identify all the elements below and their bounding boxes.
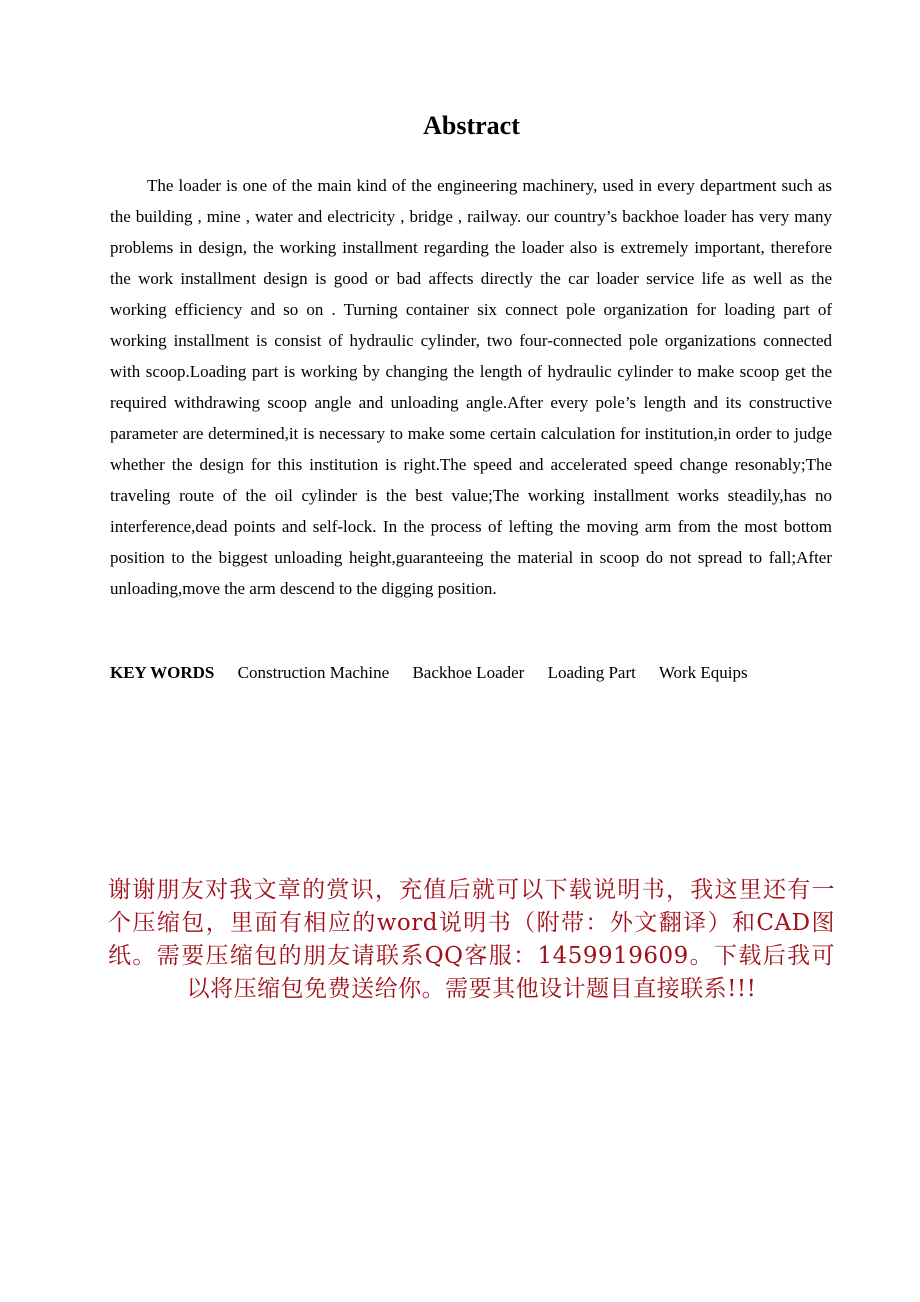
keyword-term: Loading Part <box>547 663 636 682</box>
abstract-title: Abstract <box>423 111 520 140</box>
keyword-term: Backhoe Loader <box>412 663 525 682</box>
keywords-label: KEY WORDS <box>110 663 215 682</box>
download-notice: 谢谢朋友对我文章的赏识，充值后就可以下载说明书，我这里还有一个压缩包，里面有相应的word说明书（附带：外文翻译）和CAD图纸。需要压缩包的朋友请联系QQ客服：1459919609。下载后我可以将压缩包免费送给你。需要其他设计题目直接联系!!! <box>108 877 835 1002</box>
keywords-line <box>110 657 832 688</box>
abstract-paragraph: The loader is one of the main kind of the engineering machinery, used in every department such as the building , mine , water and electricity , bridge , railway. our country’s backhoe loader has very many problems in design, the working installment regarding the loader also is extremely important, therefore the work installment design is good or bad affects directly the car loader service life as well as the working efficiency and so on . Turning container six connect pole organization for loading part of working installment is consist of hydraulic cylinder, two four-connected pole organizations connected with scoop.Loading part is working by changing the length of hydraulic cylinder to make scoop get the required withdrawing scoop angle and unloading angle.After every pole’s length and its constructive parameter are determined,it is necessary to make some certain calculation for institution,in order to judge whether the design for this institution is right.The speed and accelerated speed change resonably;The traveling route of the oil cylinder is the best value;The working installment works steadily,has no interference,dead points and self-lock. In the process of lefting the moving arm from the most bottom position to the biggest unloading height,guaranteeing the material in scoop do not spread to fall;After unloading,move the arm descend to the digging position. <box>110 176 832 598</box>
keyword-term: Construction Machine <box>237 663 390 682</box>
keyword-term: Work Equips <box>658 663 748 682</box>
